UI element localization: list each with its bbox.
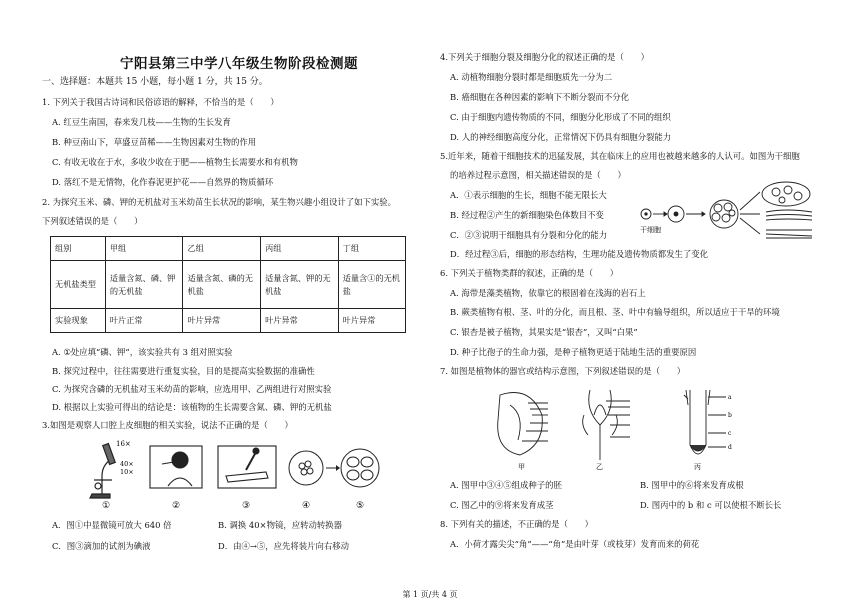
figure-label: ④: [302, 501, 311, 511]
q2-option-d: D. 根据以上实验可得出的结论是：该植物的生长需要含氮、磷、钾的无机盐: [52, 402, 332, 412]
q4-stem: 4.下列关于细胞分裂及细胞分化的叙述正确的是（ ）: [440, 52, 649, 62]
table-cell: 叶片正常: [105, 309, 183, 333]
q7-option-a: A. 图甲中③④⑤组成种子的胚: [450, 480, 562, 490]
q5-option-a: A．①表示细胞的生长，细胞不能无限长大: [450, 190, 607, 200]
q7-option-d: D. 图丙中的 b 和 c 可以使根不断长长: [640, 500, 782, 510]
microscope-icon: [90, 444, 115, 498]
q2-table: [50, 236, 406, 333]
q1-option-b: B. 种豆南山下，草盛豆苗稀——生物因素对生物的作用: [52, 137, 257, 147]
q3-option-a: A．图①中显微镜可放大 640 倍: [52, 520, 172, 530]
table-cell: 无机盐类型: [51, 261, 106, 309]
svg-text:a: a: [728, 394, 732, 401]
q1-stem: 1. 下列关于我国古诗词和民俗谚语的解释，不恰当的是（ ）: [42, 97, 279, 107]
seed-diagram-icon: [498, 393, 548, 456]
q1-option-a: A. 红豆生南国，春来发几枝——生物的生长发育: [52, 117, 231, 127]
table-cell: 叶片异常: [338, 309, 405, 333]
q6-option-a: A. 海带是藻类植物，依靠它的根固着在浅海的岩石上: [450, 288, 646, 298]
q6-option-b: B. 蕨类植物有根、茎、叶的分化，而且根、茎、叶中有输导组织，所以适应于干旱的环境: [450, 307, 780, 317]
q3-stem: 3.如图是观察人口腔上皮细胞的相关实验，说法不正确的是（ ）: [42, 420, 293, 430]
table-cell: 适量含①的无机盐: [338, 261, 405, 309]
table-cell: 甲组: [105, 237, 183, 261]
differentiated-tissue-icon: [762, 182, 812, 238]
q3-figure: [80, 436, 390, 511]
q5-option-c: C．②③说明干细胞具有分裂和分化的能力: [450, 230, 608, 240]
slide-dropper-icon: [218, 446, 276, 488]
mag-label: 40×: [120, 460, 134, 468]
q8-option-a: A．小荷才露尖尖“角”——“角”是由叶芽（或枝芽）发育而来的荷花: [450, 539, 700, 549]
cell-view-large-icon: [341, 449, 379, 487]
root-tip-icon: [684, 390, 726, 454]
q3-option-b: B. 调换 40×物镜，应转动转换器: [218, 520, 342, 530]
q6-option-c: C. 银杏是被子植物，其果实是“银杏”，又叫“白果”: [450, 327, 638, 337]
svg-text:d: d: [728, 444, 732, 451]
table-cell: 适量含氮、钾的无机盐: [261, 261, 339, 309]
figure-label: 丙: [694, 463, 701, 470]
q1-option-d: D. 落红不是无情物，化作春泥更护花——自然界的物质循环: [52, 177, 274, 187]
q7-stem: 7. 如图是植物体的器官或结构示意图，下列叙述错误的是（ ）: [440, 366, 686, 376]
figure-label: ⑤: [356, 501, 365, 511]
q2-stem-line2: 下列叙述错误的是（ ）: [42, 216, 143, 226]
q5-option-d: D．经过程③后，细胞的形态结构，生理功能及遗传物质都发生了变化: [450, 249, 708, 259]
q4-option-a: A. 动植物细胞分裂时都是细胞质先一分为二: [450, 72, 613, 82]
arrow-icon: [336, 465, 340, 471]
q8-stem: 8. 下列有关的描述，不正确的是（ ）: [440, 519, 594, 529]
q7-option-b: B. 图甲中的⑥将来发育成根: [640, 480, 744, 490]
q4-option-d: D. 人的神经细胞高度分化，正常情况下仍具有细胞分裂能力: [450, 132, 672, 142]
figure-label: ①: [102, 501, 111, 511]
svg-text:b: b: [728, 412, 732, 419]
page-title: 宁阳县第三中学八年级生物阶段检测题: [120, 56, 358, 72]
cell-cluster-icon: [710, 200, 738, 228]
q2-option-b: B. 探究过程中，往往需要进行重复实验，目的是提高实验数据的准确性: [52, 366, 315, 376]
q7-option-c: C. 图乙中的⑨将来发育成茎: [450, 500, 554, 510]
bud-diagram-icon: [583, 390, 630, 460]
svg-text:c: c: [728, 430, 732, 437]
table-cell: 丙组: [261, 237, 339, 261]
table-cell: 适量含氮、磷、钾的无机盐: [105, 261, 183, 309]
figure-label: ③: [242, 501, 251, 511]
table-cell: 乙组: [183, 237, 261, 261]
mag-label: 16×: [116, 440, 131, 448]
q2-option-c: C. 为探究含磷的无机盐对玉米幼苗的影响，应选用甲、乙两组进行对照实验: [52, 384, 332, 394]
cell-view-small-icon: [289, 451, 323, 485]
q5-option-b: B. 经过程②产生的新细胞染色体数目不变: [450, 210, 604, 220]
q5-stem-line1: 5.近年来，随着干细胞技术的迅猛发展，其在临床上的应用也被越来越多的人认可。如图为干细胞: [440, 151, 800, 161]
q6-stem: 6. 下列关于植物类群的叙述，正确的是（ ）: [440, 268, 619, 278]
section-heading: 一、选择题：本题共 15 小题，每小题 1 分，共 15 分。: [42, 77, 268, 87]
figure-label: 乙: [596, 463, 603, 470]
table-cell: 叶片异常: [261, 309, 339, 333]
q4-option-b: B. 癌细胞在各种因素的影响下不断分裂而不分化: [450, 92, 629, 102]
q4-option-c: C. 由于细胞内遗传物质的不同，细胞分化形成了不同的组织: [450, 112, 671, 122]
page-footer: 第 1 页/共 4 页: [402, 590, 458, 599]
q1-option-c: C. 有收无收在于水，多收少收在于肥——植物生长需要水和有机物: [52, 157, 298, 167]
q3-option-d: D．由④→⑤，应先将装片向右移动: [218, 541, 349, 551]
person-scraping-icon: [150, 446, 202, 488]
q6-option-d: D. 种子比孢子的生命力强，是种子植物更适于陆地生活的重要原因: [450, 347, 697, 357]
q5-stem-line2: 的培养过程示意图，相关描述错误的是（ ）: [450, 170, 626, 180]
q7-figure: [490, 385, 760, 470]
q2-option-a: A. ①处应填“磷、钾”，该实验共有 3 组对照实验: [52, 347, 233, 357]
table-cell: 组别: [51, 237, 106, 261]
q5-figure: [636, 180, 836, 246]
table-cell: 丁组: [338, 237, 405, 261]
q3-option-c: C．图③滴加的试剂为碘液: [52, 541, 151, 551]
q2-stem-line1: 2. 为探究玉米、磷、钾的无机盐对玉米幼苗生长状况的影响，某生物兴趣小组设计了如下实验。: [42, 197, 397, 207]
figure-label: ②: [172, 501, 181, 511]
table-cell: 实验现象: [51, 309, 106, 333]
table-cell: 叶片异常: [183, 309, 261, 333]
figure-label: 甲: [518, 463, 525, 470]
figure-label: 干细胞: [640, 226, 661, 234]
table-cell: 适量含氮、磷的无机盐: [183, 261, 261, 309]
mag-label: 10×: [120, 468, 134, 476]
